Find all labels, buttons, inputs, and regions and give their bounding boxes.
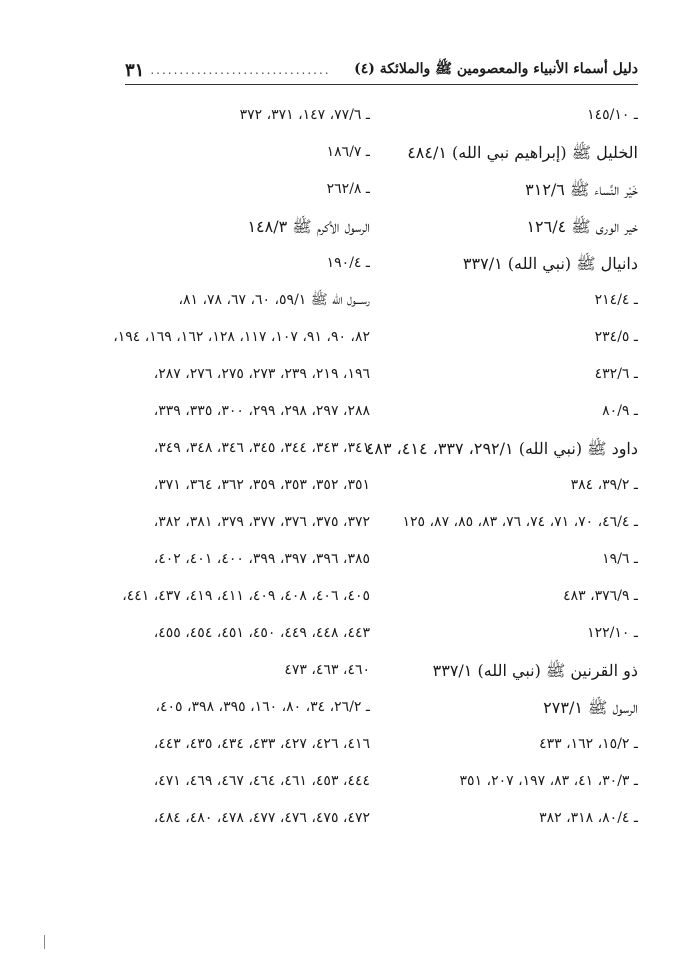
- index-entry: خَيْر النِّساء ﷺ ٣١٢/٦: [525, 180, 638, 199]
- index-entry: ـ ٣٠/٣، ٤١، ٨٣، ١٩٧، ٢٠٧، ٣٥١: [459, 773, 638, 789]
- index-entry: ـ ١٩/٦: [602, 551, 638, 567]
- index-entry: ـ ١٥/٢، ١٦٢، ٤٣٣: [539, 736, 638, 752]
- index-entry: داود ﷺ (نبي الله) ٢٩٢/١، ٣٣٧، ٤١٤، ٤٨٣: [365, 439, 638, 458]
- index-entry: ـ ٤٦/٤، ٧٠، ٧١، ٧٤، ٧٦، ٨٣، ٨٥، ٨٧، ١٢٥: [402, 514, 638, 530]
- index-entry: ١٩٦، ٢١٩، ٢٣٩، ٢٧٣، ٢٧٥، ٢٧٦، ٢٨٧،: [153, 366, 370, 382]
- index-entry: ٤٦٠، ٤٦٣، ٤٧٣: [284, 662, 370, 678]
- index-entry: رســـول الله ﷺ ٥٩/١، ٦٠، ٦٧، ٧٨، ٨١،: [178, 292, 370, 308]
- index-entry: ـ ٨٠/٤، ٣١٨، ٣٨٢: [539, 810, 638, 826]
- index-column-right: [333, 97, 638, 837]
- index-entry: ـ ٣٩/٢، ٣٨٤: [570, 477, 638, 493]
- index-entry: ـ ٢٦٢/٨: [326, 181, 370, 197]
- index-entry: ٣٧٢، ٣٧٥، ٣٧٦، ٣٧٧، ٣٧٩، ٣٨١، ٣٨٢،: [153, 514, 370, 530]
- index-entry: ـ ٣٧٦/٩، ٤٨٣: [563, 588, 638, 604]
- index-entry: ٤٤٣، ٤٤٨، ٤٤٩، ٤٥٠، ٤٥١، ٤٥٤، ٤٥٥،: [153, 625, 370, 641]
- page-number: ٣١: [125, 59, 145, 81]
- index-entry: ـ ٧٧/٦، ١٤٧، ٣٧١، ٣٧٢: [239, 107, 370, 123]
- index-entry: ـ ٨٠/٩: [602, 403, 638, 419]
- index-entry: ٣٤١، ٣٤٣، ٣٤٤، ٣٤٥، ٣٤٦، ٣٤٨، ٣٤٩،: [153, 440, 370, 456]
- index-entry: ـ ١٢٢/١٠: [587, 625, 638, 641]
- scan-edge-mark: [44, 935, 45, 949]
- index-entry: ـ ٤٣٢/٦: [594, 366, 638, 382]
- index-entry: ٤٠٥، ٤٠٦، ٤٠٨، ٤٠٩، ٤١١، ٤١٩، ٤٣٧، ٤٤١،: [122, 588, 370, 604]
- index-column-left: [70, 97, 370, 837]
- running-header: [125, 56, 638, 85]
- index-entry: ذو القرنين ﷺ (نبي الله) ٣٣٧/١: [432, 661, 638, 680]
- index-entry: دانيال ﷺ (نبي الله) ٣٣٧/١: [462, 254, 638, 273]
- index-entry: ٨٢، ٩٠، ٩١، ١٠٧، ١١٧، ١٢٨، ١٦٢، ١٦٩، ١٩٤،: [113, 329, 370, 345]
- header-title: دليل أسماء الأنبياء والمعصومين ﷺ والملائكة (٤): [354, 61, 638, 77]
- index-entry: ـ ١٨٦/٧: [326, 144, 370, 160]
- index-entry: ٤١٦، ٤٢٦، ٤٢٧، ٤٣٣، ٤٣٤، ٤٣٥، ٤٤٣،: [153, 736, 370, 752]
- index-entry: ـ ٢١٤/٤: [594, 292, 638, 308]
- index-entry: الرسول الأكرم ﷺ ١٤٨/٣: [247, 217, 370, 236]
- index-entry: ـ ١٩٠/٤: [326, 255, 370, 271]
- header-leader-dots: ...............................: [150, 63, 331, 77]
- index-entry: ـ ١٤٥/١٠: [587, 107, 638, 123]
- index-entry: ـ ٢٣٤/٥: [594, 329, 638, 345]
- index-entry: ٤٤٤، ٤٥٣، ٤٦١، ٤٦٤، ٤٦٧، ٤٦٩، ٤٧١،: [153, 773, 370, 789]
- index-entry: ٢٨٨، ٢٩٧، ٢٩٨، ٢٩٩، ٣٠٠، ٣٣٥، ٣٣٩،: [153, 403, 370, 419]
- index-entry: خير الورى ﷺ ١٢٦/٤: [526, 217, 638, 236]
- index-entry: ٣٨٥، ٣٩٦، ٣٩٧، ٣٩٩، ٤٠٠، ٤٠١، ٤٠٢،: [153, 551, 370, 567]
- index-entry: الخليل ﷺ (إبراهيم نبي الله) ٤٨٤/١: [407, 143, 638, 162]
- index-entry: ٤٧٢، ٤٧٥، ٤٧٦، ٤٧٧، ٤٧٨، ٤٨٠، ٤٨٤،: [153, 810, 370, 826]
- index-entry: الرسول ﷺ ٢٧٣/١: [543, 698, 638, 717]
- index-entry: ٣٥١، ٣٥٢، ٣٥٣، ٣٥٩، ٣٦٢، ٣٦٤، ٣٧١،: [153, 477, 370, 493]
- index-entry: ـ ٢٦/٢، ٣٤، ٨٠، ١٦٠، ٣٩٥، ٣٩٨، ٤٠٥،: [155, 699, 370, 715]
